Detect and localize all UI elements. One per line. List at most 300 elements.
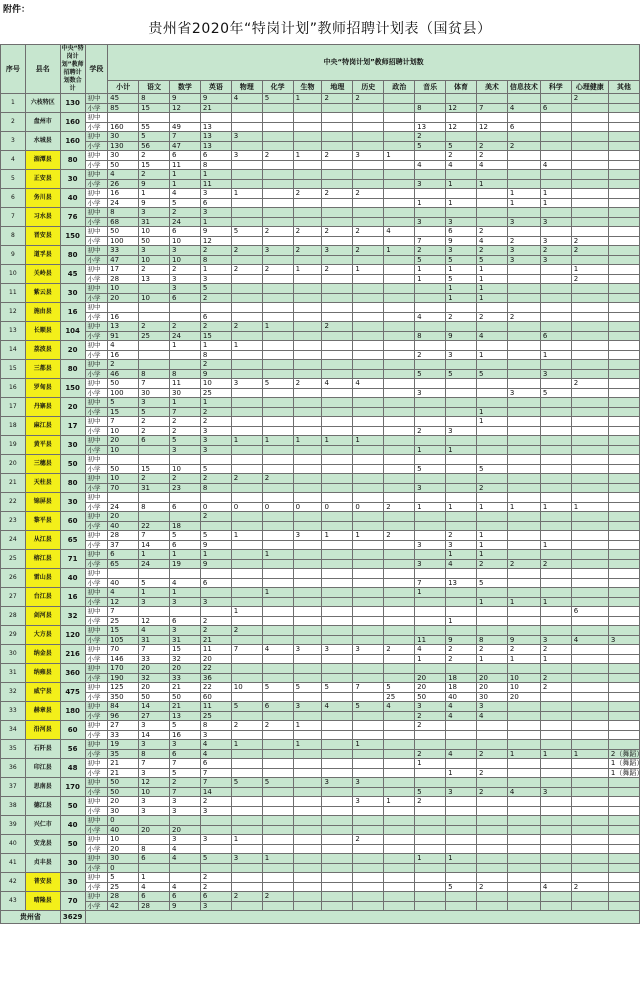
cell-value bbox=[384, 673, 415, 683]
school-level: 初中 bbox=[85, 474, 108, 484]
cell-value: 1 bbox=[200, 265, 231, 275]
cell-value: 3 bbox=[415, 559, 446, 569]
cell-value: 10 bbox=[139, 293, 170, 303]
cell-value: 15 bbox=[139, 160, 170, 170]
cell-value bbox=[608, 540, 639, 550]
cell-value bbox=[231, 445, 262, 455]
cell-value: 1 bbox=[507, 189, 540, 199]
cell-value bbox=[446, 388, 477, 398]
cell-value bbox=[231, 578, 262, 588]
cell-value: 1 bbox=[415, 588, 446, 598]
table-row bbox=[1, 303, 640, 313]
cell-value: 24 bbox=[169, 217, 200, 227]
county-name: 榕江县 bbox=[25, 550, 60, 569]
school-level: 小学 bbox=[85, 787, 108, 797]
cell-value: 13 bbox=[200, 122, 231, 132]
cell-value: 2 bbox=[169, 265, 200, 275]
cell-value bbox=[507, 179, 540, 189]
cell-value bbox=[322, 797, 353, 807]
cell-value bbox=[384, 122, 415, 132]
cell-value bbox=[608, 436, 639, 446]
row-index: 22 bbox=[1, 493, 26, 512]
cell-value bbox=[169, 455, 200, 465]
cell-value: 9 bbox=[200, 540, 231, 550]
cell-value bbox=[540, 607, 571, 617]
cell-value bbox=[384, 341, 415, 351]
cell-value bbox=[262, 198, 293, 208]
cell-value bbox=[608, 455, 639, 465]
cell-value bbox=[608, 94, 639, 104]
school-level: 小学 bbox=[85, 635, 108, 645]
cell-value bbox=[262, 578, 293, 588]
cell-value bbox=[540, 341, 571, 351]
cell-value bbox=[446, 569, 477, 579]
cell-value bbox=[507, 730, 540, 740]
plan-total: 80 bbox=[60, 360, 85, 379]
cell-value bbox=[540, 113, 571, 123]
cell-value: 26 bbox=[108, 179, 139, 189]
header-subject: 英语 bbox=[200, 80, 231, 93]
table-row bbox=[1, 436, 640, 446]
cell-value bbox=[293, 512, 322, 522]
cell-value: 30 bbox=[139, 388, 170, 398]
cell-value: 16 bbox=[108, 312, 139, 322]
cell-value bbox=[322, 483, 353, 493]
cell-value bbox=[540, 806, 571, 816]
row-index: 20 bbox=[1, 455, 26, 474]
cell-value: 1 bbox=[540, 654, 571, 664]
cell-value bbox=[384, 806, 415, 816]
cell-value bbox=[200, 844, 231, 854]
cell-value bbox=[322, 901, 353, 911]
cell-value: 9 bbox=[507, 635, 540, 645]
cell-value bbox=[608, 816, 639, 826]
cell-value: 84 bbox=[108, 702, 139, 712]
cell-value bbox=[139, 863, 170, 873]
cell-value: 42 bbox=[108, 901, 139, 911]
cell-value bbox=[415, 550, 446, 560]
table-row bbox=[1, 816, 640, 826]
cell-value bbox=[507, 227, 540, 237]
plan-total: 120 bbox=[60, 626, 85, 645]
cell-value: 5 bbox=[139, 578, 170, 588]
cell-value: 20 bbox=[476, 673, 507, 683]
cell-value: 160 bbox=[108, 122, 139, 132]
cell-value: 105 bbox=[108, 635, 139, 645]
cell-value bbox=[415, 664, 446, 674]
cell-value bbox=[108, 569, 139, 579]
cell-value: 11 bbox=[169, 379, 200, 389]
cell-value bbox=[293, 844, 322, 854]
cell-value bbox=[293, 597, 322, 607]
cell-value: 2 bbox=[415, 132, 446, 142]
table-row bbox=[1, 664, 640, 674]
plan-total: 180 bbox=[60, 702, 85, 721]
cell-value bbox=[293, 208, 322, 218]
cell-value bbox=[608, 607, 639, 617]
cell-value bbox=[200, 588, 231, 598]
cell-value: 1 bbox=[231, 436, 262, 446]
cell-value: 7 bbox=[169, 132, 200, 142]
cell-value bbox=[262, 873, 293, 883]
school-level: 小学 bbox=[85, 160, 108, 170]
cell-value bbox=[571, 322, 608, 332]
school-level: 小学 bbox=[85, 521, 108, 531]
table-row bbox=[1, 265, 640, 275]
cell-value bbox=[571, 806, 608, 816]
cell-value bbox=[262, 141, 293, 151]
cell-value: 4 bbox=[200, 749, 231, 759]
cell-value: 3 bbox=[353, 797, 384, 807]
cell-value bbox=[476, 616, 507, 626]
cell-value: 5 bbox=[353, 702, 384, 712]
cell-value: 3 bbox=[353, 151, 384, 161]
cell-value: 3 bbox=[139, 797, 170, 807]
cell-value bbox=[293, 284, 322, 294]
cell-value: 3 bbox=[169, 445, 200, 455]
cell-value bbox=[507, 664, 540, 674]
cell-value: 3 bbox=[415, 702, 446, 712]
cell-value bbox=[353, 208, 384, 218]
header-subject: 体育 bbox=[446, 80, 477, 93]
cell-value bbox=[322, 626, 353, 636]
cell-value: 37 bbox=[108, 540, 139, 550]
cell-value: 1 bbox=[231, 189, 262, 199]
cell-value bbox=[322, 255, 353, 265]
header-level: 学段 bbox=[85, 45, 108, 94]
cell-value: 8 bbox=[139, 94, 170, 104]
cell-value bbox=[353, 303, 384, 313]
cell-value: 4 bbox=[108, 588, 139, 598]
cell-value bbox=[571, 873, 608, 883]
cell-value: 3 bbox=[200, 901, 231, 911]
plan-total: 70 bbox=[60, 892, 85, 911]
cell-value bbox=[608, 683, 639, 693]
cell-value bbox=[608, 322, 639, 332]
table-row bbox=[1, 873, 640, 883]
school-level: 小学 bbox=[85, 255, 108, 265]
cell-value bbox=[507, 417, 540, 427]
cell-value: 1 bbox=[169, 341, 200, 351]
cell-value: 33 bbox=[108, 730, 139, 740]
cell-value bbox=[322, 398, 353, 408]
school-level: 小学 bbox=[85, 141, 108, 151]
cell-value bbox=[476, 113, 507, 123]
cell-value: 15 bbox=[108, 626, 139, 636]
cell-value bbox=[507, 863, 540, 873]
cell-value bbox=[139, 341, 170, 351]
cell-value bbox=[571, 464, 608, 474]
cell-value: 2 bbox=[415, 246, 446, 256]
school-level: 小学 bbox=[85, 578, 108, 588]
cell-value bbox=[353, 483, 384, 493]
cell-value bbox=[507, 208, 540, 218]
cell-value bbox=[139, 455, 170, 465]
table-row bbox=[1, 797, 640, 807]
plan-total: 40 bbox=[60, 816, 85, 835]
cell-value: 2 bbox=[415, 426, 446, 436]
cell-value bbox=[571, 521, 608, 531]
cell-value: 2 bbox=[262, 474, 293, 484]
cell-value: 1 bbox=[262, 436, 293, 446]
cell-value: 5 bbox=[262, 778, 293, 788]
cell-value bbox=[571, 778, 608, 788]
cell-value: 3 bbox=[507, 388, 540, 398]
cell-value bbox=[108, 493, 139, 503]
row-index: 21 bbox=[1, 474, 26, 493]
plan-total: 16 bbox=[60, 588, 85, 607]
table-row bbox=[1, 844, 640, 854]
cell-value bbox=[571, 626, 608, 636]
cell-value bbox=[571, 816, 608, 826]
cell-value: 3 bbox=[415, 540, 446, 550]
cell-value bbox=[476, 626, 507, 636]
cell-value: 10 bbox=[169, 255, 200, 265]
cell-value: 33 bbox=[139, 654, 170, 664]
cell-value bbox=[540, 844, 571, 854]
cell-value: 0 bbox=[353, 502, 384, 512]
cell-value: 12 bbox=[446, 103, 477, 113]
cell-value bbox=[415, 303, 446, 313]
cell-value bbox=[262, 521, 293, 531]
cell-value bbox=[608, 569, 639, 579]
cell-value: 3 bbox=[200, 445, 231, 455]
row-index: 30 bbox=[1, 645, 26, 664]
cell-value: 21 bbox=[200, 103, 231, 113]
cell-value bbox=[507, 854, 540, 864]
cell-value bbox=[231, 654, 262, 664]
cell-value bbox=[384, 721, 415, 731]
cell-value bbox=[384, 483, 415, 493]
cell-value bbox=[353, 692, 384, 702]
cell-value: 5 bbox=[169, 436, 200, 446]
cell-value bbox=[507, 113, 540, 123]
cell-value: 1 bbox=[476, 293, 507, 303]
cell-value: 20 bbox=[108, 293, 139, 303]
cell-value: 27 bbox=[139, 711, 170, 721]
cell-value: 5 bbox=[262, 683, 293, 693]
cell-value: 21 bbox=[108, 768, 139, 778]
cell-value: 7 bbox=[139, 645, 170, 655]
cell-value bbox=[231, 692, 262, 702]
cell-value bbox=[507, 702, 540, 712]
cell-value bbox=[231, 844, 262, 854]
cell-value: 10 bbox=[108, 445, 139, 455]
cell-value bbox=[262, 208, 293, 218]
cell-value: 3 bbox=[139, 246, 170, 256]
cell-value: 32 bbox=[139, 673, 170, 683]
cell-value: 4 bbox=[507, 103, 540, 113]
row-index: 26 bbox=[1, 569, 26, 588]
cell-value bbox=[262, 217, 293, 227]
cell-value bbox=[571, 892, 608, 902]
cell-value: 1 bbox=[200, 341, 231, 351]
cell-value bbox=[353, 141, 384, 151]
cell-value: 5 bbox=[262, 94, 293, 104]
cell-value bbox=[353, 417, 384, 427]
school-level: 初中 bbox=[85, 493, 108, 503]
cell-value: 6 bbox=[139, 892, 170, 902]
cell-value bbox=[262, 493, 293, 503]
cell-value bbox=[540, 854, 571, 864]
cell-value bbox=[446, 892, 477, 902]
school-level: 初中 bbox=[85, 436, 108, 446]
cell-value bbox=[507, 132, 540, 142]
cell-value: 2 bbox=[476, 246, 507, 256]
cell-value bbox=[571, 179, 608, 189]
cell-value bbox=[608, 246, 639, 256]
cell-value bbox=[476, 806, 507, 816]
cell-value bbox=[353, 170, 384, 180]
table-row bbox=[1, 654, 640, 664]
cell-value bbox=[322, 274, 353, 284]
cell-value bbox=[384, 322, 415, 332]
table-row bbox=[1, 94, 640, 104]
cell-value bbox=[507, 512, 540, 522]
cell-value bbox=[608, 151, 639, 161]
cell-value: 2 bbox=[231, 265, 262, 275]
cell-value: 1 bbox=[476, 407, 507, 417]
cell-value bbox=[540, 740, 571, 750]
cell-value: 5 bbox=[169, 721, 200, 731]
cell-value bbox=[384, 360, 415, 370]
cell-value bbox=[322, 692, 353, 702]
cell-value bbox=[571, 483, 608, 493]
cell-value bbox=[507, 293, 540, 303]
cell-value bbox=[571, 350, 608, 360]
cell-value: 1 bbox=[540, 540, 571, 550]
cell-value bbox=[262, 331, 293, 341]
cell-value bbox=[384, 426, 415, 436]
cell-value: 30 bbox=[108, 806, 139, 816]
cell-value bbox=[608, 179, 639, 189]
row-index: 32 bbox=[1, 683, 26, 702]
cell-value bbox=[353, 369, 384, 379]
cell-value bbox=[169, 360, 200, 370]
cell-value bbox=[353, 493, 384, 503]
cell-value bbox=[262, 426, 293, 436]
cell-value: 2 bbox=[540, 559, 571, 569]
cell-value bbox=[322, 341, 353, 351]
cell-value bbox=[262, 901, 293, 911]
cell-value bbox=[353, 607, 384, 617]
cell-value bbox=[384, 464, 415, 474]
cell-value bbox=[231, 398, 262, 408]
cell-value bbox=[384, 863, 415, 873]
cell-value: 3 bbox=[608, 635, 639, 645]
cell-value bbox=[540, 768, 571, 778]
cell-value: 1 bbox=[415, 445, 446, 455]
table-row bbox=[1, 854, 640, 864]
plan-total: 32 bbox=[60, 607, 85, 626]
cell-value bbox=[540, 303, 571, 313]
cell-value bbox=[476, 844, 507, 854]
cell-value bbox=[415, 901, 446, 911]
cell-value: 3 bbox=[540, 787, 571, 797]
cell-value bbox=[476, 217, 507, 227]
school-level: 初中 bbox=[85, 303, 108, 313]
cell-value bbox=[262, 455, 293, 465]
cell-value bbox=[384, 217, 415, 227]
recruitment-table bbox=[0, 44, 643, 924]
cell-value bbox=[608, 284, 639, 294]
county-name: 剑河县 bbox=[25, 607, 60, 626]
cell-value: 2 bbox=[231, 626, 262, 636]
county-name: 荔波县 bbox=[25, 341, 60, 360]
cell-value bbox=[384, 901, 415, 911]
cell-value: 2 bbox=[353, 189, 384, 199]
cell-value: 35 bbox=[108, 749, 139, 759]
cell-value: 2 bbox=[446, 151, 477, 161]
cell-value bbox=[571, 474, 608, 484]
cell-value bbox=[571, 255, 608, 265]
cell-value bbox=[608, 160, 639, 170]
cell-value: 3 bbox=[446, 787, 477, 797]
page-title: 贵州省2020年“特岗计划”教师招聘计划表（国贫县） bbox=[148, 21, 492, 37]
county-name: 长顺县 bbox=[25, 322, 60, 341]
cell-value bbox=[353, 474, 384, 484]
cell-value bbox=[169, 303, 200, 313]
cell-value bbox=[415, 417, 446, 427]
cell-value: 4 bbox=[446, 160, 477, 170]
cell-value: 1 bbox=[231, 835, 262, 845]
table-row bbox=[1, 103, 640, 113]
cell-value: 2 bbox=[200, 797, 231, 807]
cell-value: 1 bbox=[415, 502, 446, 512]
cell-value: 1 bbox=[446, 293, 477, 303]
cell-value: 1（舞蹈） bbox=[608, 759, 639, 769]
county-name: 道孚县 bbox=[25, 246, 60, 265]
cell-value bbox=[353, 113, 384, 123]
cell-value bbox=[540, 360, 571, 370]
cell-value: 1 bbox=[476, 350, 507, 360]
cell-value bbox=[476, 835, 507, 845]
cell-value bbox=[415, 730, 446, 740]
cell-value bbox=[476, 388, 507, 398]
cell-value bbox=[231, 901, 262, 911]
cell-value bbox=[231, 635, 262, 645]
row-index: 3 bbox=[1, 132, 26, 151]
cell-value: 6 bbox=[139, 854, 170, 864]
cell-value bbox=[571, 854, 608, 864]
cell-value: 1 bbox=[476, 179, 507, 189]
cell-value: 6 bbox=[169, 227, 200, 237]
cell-value: 1 bbox=[353, 436, 384, 446]
cell-value bbox=[507, 474, 540, 484]
cell-value bbox=[384, 236, 415, 246]
cell-value: 2 bbox=[293, 379, 322, 389]
cell-value bbox=[293, 616, 322, 626]
cell-value bbox=[262, 711, 293, 721]
cell-value: 5 bbox=[231, 227, 262, 237]
header-subject: 地理 bbox=[322, 80, 353, 93]
cell-value bbox=[139, 607, 170, 617]
cell-value bbox=[353, 588, 384, 598]
cell-value bbox=[384, 626, 415, 636]
cell-value bbox=[231, 873, 262, 883]
cell-value: 70 bbox=[108, 483, 139, 493]
plan-total: 160 bbox=[60, 113, 85, 132]
school-level: 小学 bbox=[85, 331, 108, 341]
cell-value bbox=[507, 721, 540, 731]
cell-value: 10 bbox=[507, 673, 540, 683]
cell-value bbox=[415, 531, 446, 541]
plan-total: 50 bbox=[60, 455, 85, 474]
cell-value bbox=[571, 569, 608, 579]
cell-value bbox=[571, 445, 608, 455]
table-row bbox=[1, 360, 640, 370]
row-index: 38 bbox=[1, 797, 26, 816]
